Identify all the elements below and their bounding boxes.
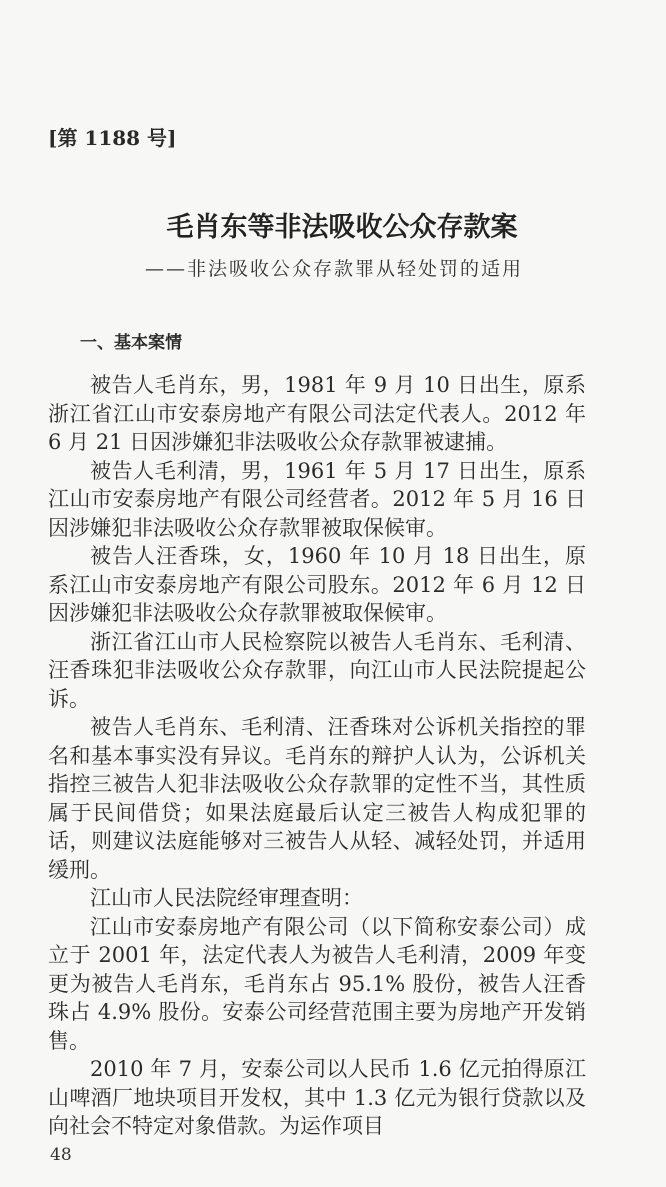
page-number: 48	[50, 1144, 72, 1165]
paragraph: 2010 年 7 月，安泰公司以人民币 1.6 亿元拍得原江山啤酒厂地块项目开发权，其中 1.3 亿元为银行贷款以及向社会不特定对象借款。为运作项目	[48, 1057, 586, 1138]
section-heading: 一、基本案情	[80, 333, 182, 353]
paragraph: 江山市安泰房地产有限公司（以下简称安泰公司）成立于 2001 年，法定代表人为被告人毛利清，2009 年变更为被告人毛肖东，毛肖东占 95.1% 股份，被告人汪香珠占 4.9% 股份。安泰公司经营范围主要为房地产开发销售。	[48, 914, 586, 1053]
body-text	[48, 371, 586, 1141]
case-number: [第 1188 号]	[48, 126, 177, 150]
paragraph: 江山市人民法院经审理查明：	[90, 886, 363, 910]
paragraph: 被告人毛肖东，男，1981 年 9 月 10 日出生，原系浙江省江山市安泰房地产有限公司法定代表人。2012 年 6 月 21 日因涉嫌犯非法吸收公众存款罪被逮捕。	[48, 373, 586, 454]
paragraph: 被告人毛肖东、毛利清、汪香珠对公诉机关指控的罪名和基本事实没有异议。毛肖东的辩护人认为，公诉机关指控三被告人犯非法吸收公众存款罪的定性不当，其性质属于民间借贷；如果法庭最后认定三被告人构成犯罪的话，则建议法庭能够对三被告人从轻、减轻处罚，并适用缓刑。	[48, 715, 586, 882]
paragraph: 浙江省江山市人民检察院以被告人毛肖东、毛利清、汪香珠犯非法吸收公众存款罪，向江山市人民法院提起公诉。	[48, 629, 586, 711]
document-title: 毛肖东等非法吸收公众存款案	[166, 212, 518, 243]
paragraph: 被告人汪香珠，女，1960 年 10 月 18 日出生，原系江山市安泰房地产有限公司股东。2012 年 6 月 12 日因涉嫌犯非法吸收公众存款罪被取保候审。	[48, 544, 586, 625]
document-subtitle: ——非法吸收公众存款罪从轻处罚的适用	[145, 258, 524, 280]
paragraph: 被告人毛利清，男，1961 年 5 月 17 日出生，原系江山市安泰房地产有限公司经营者。2012 年 5 月 16 日因涉嫌犯非法吸收公众存款罪被取保候审。	[48, 458, 586, 540]
